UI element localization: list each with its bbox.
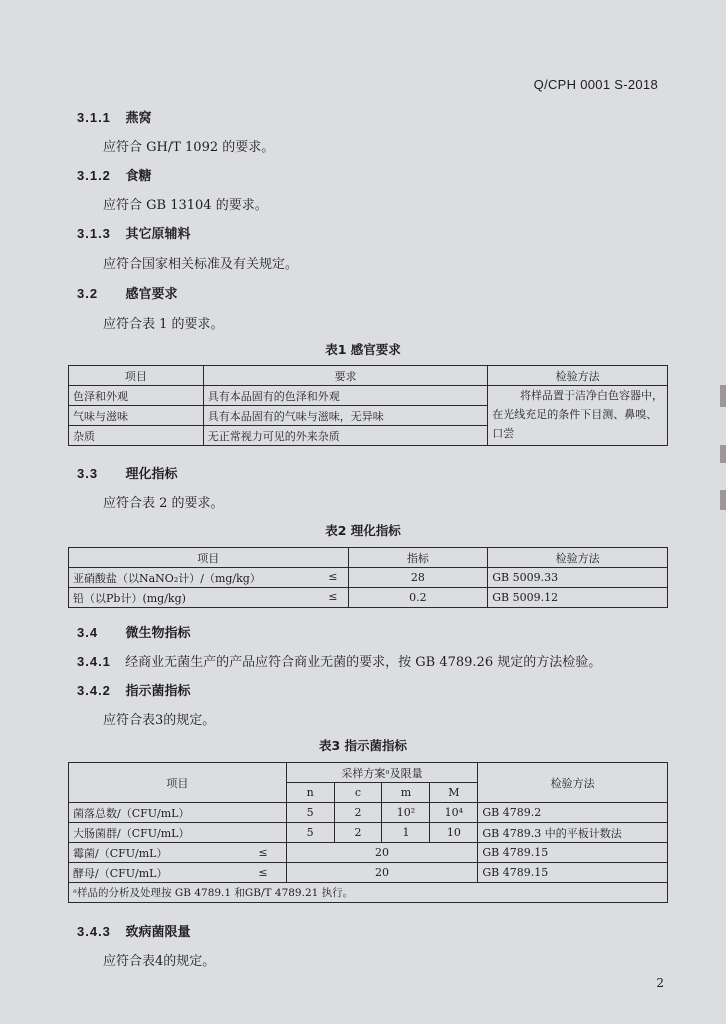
heading-3-4-2	[77, 680, 191, 699]
heading-3-1-3	[77, 223, 191, 242]
table-cell: 2	[334, 823, 382, 843]
section-number: 3.3	[77, 466, 99, 481]
paragraph-3-1-1: 应符合 GH/T 1092 的要求。	[103, 140, 275, 155]
section-title: 理化指标	[125, 467, 178, 482]
item-label: 亚硝酸盐（以NaNO₂计）/（mg/kg）	[73, 571, 261, 585]
section-number: 3.1.2	[77, 168, 111, 183]
heading-3-1-1	[77, 107, 152, 126]
subheader: n	[286, 783, 334, 803]
operator: ≤	[240, 863, 286, 883]
table1	[68, 365, 668, 446]
table-cell: 菌落总数/（CFU/mL）	[69, 803, 287, 823]
section-title: 其它原辅料	[125, 227, 191, 242]
operator: ≤	[240, 843, 286, 863]
table3	[68, 762, 668, 903]
heading-3-4-3	[77, 921, 191, 940]
table-cell: 色泽和外观	[69, 386, 204, 406]
paragraph-3-1-3: 应符合国家相关标准及有关规定。	[103, 257, 299, 272]
table-row	[69, 568, 668, 588]
table-cell: 大肠菌群/（CFU/mL）	[69, 823, 287, 843]
table-cell: 20	[286, 843, 478, 863]
heading-3-3	[77, 463, 178, 482]
table-header-row	[69, 548, 668, 568]
column-header: 检验方法	[478, 763, 668, 803]
section-number: 3.2	[77, 286, 99, 301]
heading-3-2	[77, 283, 178, 302]
table-footnote: ᵃ样品的分析及处理按 GB 4789.1 和GB/T 4789.21 执行。	[69, 883, 668, 903]
section-number: 3.4.1	[77, 654, 111, 669]
paragraph-3-4-2: 应符合表3的规定。	[103, 713, 216, 728]
section-title: 食糖	[125, 169, 152, 184]
table-row	[69, 803, 668, 823]
doc-code: Q/CPH 0001 S-2018	[533, 77, 658, 92]
table-row	[69, 823, 668, 843]
table-header-row	[69, 763, 668, 783]
column-header: 检验方法	[488, 548, 668, 568]
item-label: 铅（以Pb计）(mg/kg)	[73, 591, 186, 605]
column-header: 项目	[69, 548, 349, 568]
paragraph-3-3: 应符合表 2 的要求。	[103, 496, 224, 511]
paragraph-3-4-3: 应符合表4的规定。	[103, 954, 216, 969]
paragraph-3-4-1	[77, 651, 601, 670]
table-cell	[69, 588, 349, 608]
table-cell: 1	[382, 823, 430, 843]
table-cell: 酵母/（CFU/mL）	[69, 863, 241, 883]
table-cell: 无正常视力可见的外来杂质	[203, 426, 488, 446]
table-cell: 气味与滋味	[69, 406, 204, 426]
paragraph-3-1-2: 应符合 GB 13104 的要求。	[103, 198, 268, 213]
table-cell: 10	[430, 823, 478, 843]
table-cell: 5	[286, 823, 334, 843]
method-line: 将样品置于洁净白色容器中，	[520, 389, 663, 402]
column-header: 指标	[348, 548, 488, 568]
section-title: 燕窝	[125, 111, 152, 126]
scan-edge-mark	[720, 385, 726, 407]
table-header-row	[69, 366, 668, 386]
column-header: 项目	[69, 763, 287, 803]
column-header: 检验方法	[488, 366, 668, 386]
table2	[68, 547, 668, 608]
table-row	[69, 386, 668, 406]
section-title: 感官要求	[125, 287, 178, 302]
column-header: 采样方案ᵃ及限量	[286, 763, 478, 783]
table-cell-method	[488, 386, 668, 446]
table-cell: GB 4789.15	[478, 863, 668, 883]
table-cell: 20	[286, 863, 478, 883]
paragraph-text: 经商业无菌生产的产品应符合商业无菌的要求，按 GB 4789.26 规定的方法检验。	[125, 655, 602, 670]
table-cell: 5	[286, 803, 334, 823]
table1-caption: 表1 感官要求	[325, 342, 401, 357]
table-cell	[69, 568, 349, 588]
table-cell: 具有本品固有的色泽和外观	[203, 386, 488, 406]
table2-caption: 表2 理化指标	[325, 523, 401, 538]
heading-3-1-2	[77, 165, 152, 184]
section-title: 指示菌指标	[125, 684, 191, 699]
table-cell: 10⁴	[430, 803, 478, 823]
table-row	[69, 863, 668, 883]
table-cell: 霉菌/（CFU/mL）	[69, 843, 241, 863]
section-number: 3.4.2	[77, 683, 111, 698]
section-number: 3.1.1	[77, 110, 111, 125]
section-number: 3.1.3	[77, 226, 111, 241]
table3-caption: 表3 指示菌指标	[318, 738, 408, 753]
section-number: 3.4	[77, 625, 99, 640]
column-header: 要求	[203, 366, 488, 386]
table-cell: GB 4789.3 中的平板计数法	[478, 823, 668, 843]
scan-edge-mark	[720, 445, 726, 463]
table-cell: GB 5009.12	[488, 588, 668, 608]
method-line: 口尝	[492, 427, 515, 440]
table-cell: GB 4789.15	[478, 843, 668, 863]
table-footnote-row	[69, 883, 668, 903]
table-cell: GB 4789.2	[478, 803, 668, 823]
table-cell: 28	[348, 568, 488, 588]
operator: ≤	[328, 569, 338, 583]
heading-3-4	[77, 622, 191, 641]
subheader: M	[430, 783, 478, 803]
table-row	[69, 588, 668, 608]
section-title: 致病菌限量	[125, 925, 191, 940]
table-cell: 2	[334, 803, 382, 823]
table-cell: 杂质	[69, 426, 204, 446]
table-cell: 具有本品固有的气味与滋味，无异味	[203, 406, 488, 426]
scan-edge-mark	[720, 490, 726, 510]
subheader: m	[382, 783, 430, 803]
table-cell: 0.2	[348, 588, 488, 608]
method-line: 在光线充足的条件下目测、鼻嗅、	[492, 408, 658, 421]
table-cell: GB 5009.33	[488, 568, 668, 588]
section-title: 微生物指标	[125, 626, 191, 641]
section-number: 3.4.3	[77, 924, 111, 939]
table-row	[69, 843, 668, 863]
page-number: 2	[656, 976, 664, 990]
table-cell: 10²	[382, 803, 430, 823]
paragraph-3-2: 应符合表 1 的要求。	[103, 317, 224, 332]
operator: ≤	[328, 589, 338, 603]
subheader: c	[334, 783, 382, 803]
column-header: 项目	[69, 366, 204, 386]
